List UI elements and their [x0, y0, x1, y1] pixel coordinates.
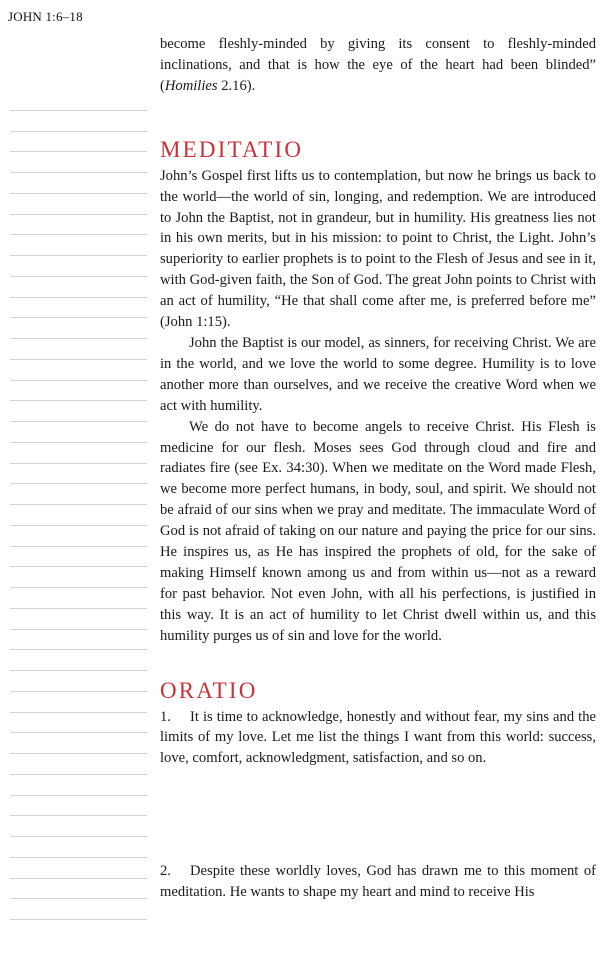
- note-line[interactable]: [10, 713, 147, 734]
- note-line[interactable]: [10, 567, 147, 588]
- note-line[interactable]: [10, 235, 147, 256]
- note-line[interactable]: [10, 547, 147, 568]
- note-line[interactable]: [10, 588, 147, 609]
- note-line[interactable]: [10, 630, 147, 651]
- note-line[interactable]: [10, 650, 147, 671]
- oratio-heading: ORATIO: [160, 677, 258, 703]
- note-line[interactable]: [10, 256, 147, 277]
- citation-title: Homilies: [164, 77, 218, 94]
- note-line[interactable]: [10, 401, 147, 422]
- note-line[interactable]: [10, 173, 147, 194]
- note-line[interactable]: [10, 484, 147, 505]
- oratio-prompt-1: [160, 707, 596, 770]
- note-line[interactable]: [10, 837, 147, 858]
- prompt-number: 2.: [160, 863, 171, 880]
- prompt-text: Despite these worldly loves, God has drawn me to this moment of meditation. He wants to shape my heart and mind to receive His: [160, 863, 596, 901]
- oratio-prompt-2: [160, 861, 596, 903]
- note-line[interactable]: [10, 360, 147, 381]
- note-line[interactable]: [10, 318, 147, 339]
- note-line[interactable]: [10, 194, 147, 215]
- note-line[interactable]: [10, 526, 147, 547]
- note-lines[interactable]: [10, 90, 147, 930]
- meditatio-paragraph-3: We do not have to become angels to receive Christ. His Flesh is medicine for our flesh. Moses sees God through cloud and fire and radiates fire (see Ex. 34:30). When we meditate on the Word made Flesh, we become more perfect humans, in body, soul, and spirit. We should not be afraid of our sins when we pray and meditate. The immaculate Word of God is not afraid of taking on our nature and paying the price for our sins. He inspires us, as He has inspired the prophets of old, for the sake of making Himself known among us and from within us—not as a reward for past behavior. Not even John, with all his perfections, is justified in this way. It is an act of humility to let Christ dwell within us, and this humility purges us of sin and love for the world.: [160, 418, 596, 644]
- note-line[interactable]: [10, 671, 147, 692]
- note-line[interactable]: [10, 132, 147, 153]
- note-line[interactable]: [10, 858, 147, 879]
- note-line[interactable]: [10, 381, 147, 402]
- note-line[interactable]: [10, 298, 147, 319]
- note-line[interactable]: [10, 443, 147, 464]
- meditatio-paragraph-2: John the Baptist is our model, as sinners, for receiving Christ. We are in the world, and we love the world to some degree. Humility is to love another more than ourselves, and we receive the creative Word when we act with humility.: [160, 334, 596, 414]
- note-line[interactable]: [10, 111, 147, 132]
- continuation-text: become fleshly-minded by giving its consent to fleshly-minded inclinations, and that is how the eye of the heart had been blinded” (: [160, 36, 596, 94]
- running-head: JOHN 1:6–18: [8, 9, 83, 24]
- note-line[interactable]: [10, 277, 147, 298]
- note-line[interactable]: [10, 464, 147, 485]
- note-line[interactable]: [10, 775, 147, 796]
- note-line[interactable]: [10, 796, 147, 817]
- note-line[interactable]: [10, 152, 147, 173]
- continuation-paragraph: [160, 34, 596, 97]
- note-line[interactable]: [10, 505, 147, 526]
- note-line[interactable]: [10, 879, 147, 900]
- note-line[interactable]: [10, 339, 147, 360]
- note-line[interactable]: [10, 609, 147, 630]
- meditatio-paragraph-1: John’s Gospel first lifts us to contemplation, but now he brings us back to the world—the world of sin, longing, and redemption. We are introduced to John the Baptist, not in grandeur, but in humility. His greatness lies not in his own merits, but in his mission: to point to Christ, the Light. John’s superiority to earlier prophets is to point to the Flesh of Jesus and see in it, with God-given faith, the Son of God. The great John points to Christ with an act of humility, “He that shall come after me, is preferred before me” (John 1:15).: [160, 167, 596, 331]
- note-line[interactable]: [10, 692, 147, 713]
- main-text-column: [160, 34, 596, 903]
- note-line[interactable]: [10, 90, 147, 111]
- note-line[interactable]: [10, 816, 147, 837]
- meditatio-heading: MEDITATIO: [160, 136, 304, 162]
- citation-reference: 2.16).: [217, 77, 256, 94]
- prompt-number: 1.: [160, 708, 171, 725]
- note-line[interactable]: [10, 733, 147, 754]
- note-line[interactable]: [10, 215, 147, 236]
- note-line[interactable]: [10, 899, 147, 920]
- prompt-text: It is time to acknowledge, honestly and without fear, my sins and the limits of my love. Let me list the things I want from this world: success, love, comfort, acknowledgment, satisfaction, and so on.: [160, 708, 596, 767]
- note-line[interactable]: [10, 422, 147, 443]
- note-line[interactable]: [10, 754, 147, 775]
